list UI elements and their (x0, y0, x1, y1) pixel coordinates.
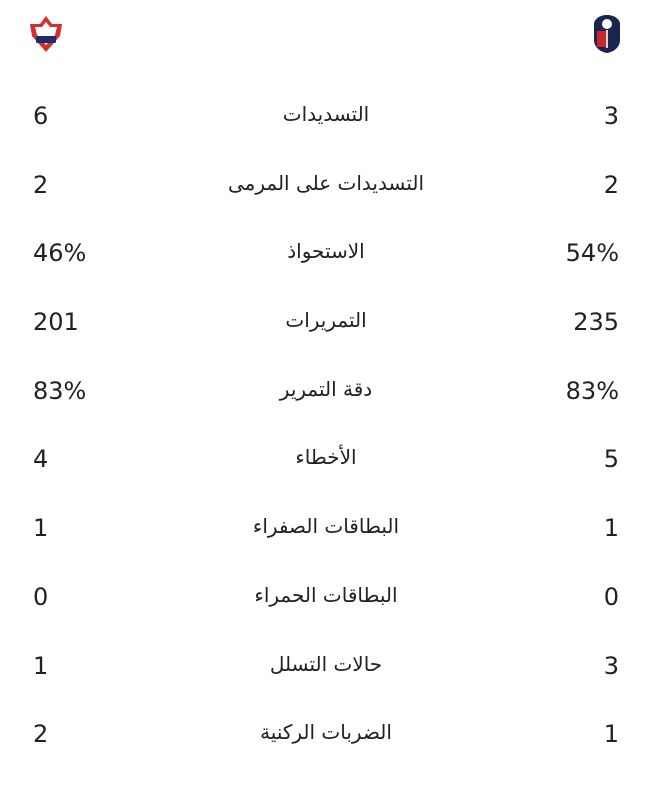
stat-label: التسديدات على المرمى (227, 170, 425, 195)
home-value: 0 (33, 582, 49, 611)
away-value: 3 (603, 651, 619, 680)
stat-row-yellow-cards (0, 494, 652, 563)
stat-row-fouls (0, 425, 652, 494)
lille-losc-crest-icon (26, 14, 66, 54)
stat-label: دقة التمرير (279, 376, 373, 401)
home-value: 2 (33, 170, 49, 199)
home-value: 1 (33, 514, 49, 543)
away-value: 3 (603, 102, 619, 130)
stat-label: حالات التسلل (269, 651, 383, 676)
stat-row-passes (0, 288, 652, 357)
bologna-fc-crest-icon (592, 14, 622, 54)
away-value: 0 (603, 582, 619, 611)
home-value: 46% (33, 239, 87, 268)
stat-row-possession (0, 219, 652, 288)
away-value: 2 (603, 170, 619, 199)
home-value: 4 (33, 445, 49, 474)
home-value: 1 (33, 651, 49, 680)
stats-table (0, 82, 652, 769)
stat-label: التسديدات (282, 102, 370, 126)
home-value: 2 (33, 720, 49, 749)
home-value: 201 (33, 308, 79, 337)
stat-row-shots-on-target (0, 151, 652, 220)
stat-row-red-cards (0, 563, 652, 632)
stat-label: الضربات الركنية (260, 720, 392, 745)
stat-label: التمريرات (285, 308, 367, 333)
stat-label: البطاقات الحمراء (254, 582, 398, 607)
home-value: 83% (33, 376, 87, 405)
stat-row-shots (0, 82, 652, 151)
stat-row-offsides (0, 632, 652, 701)
away-value: 1 (603, 514, 619, 543)
away-value: 54% (565, 239, 619, 268)
away-value: 83% (565, 376, 619, 405)
away-value: 1 (603, 720, 619, 749)
stat-label: الاستحواذ (287, 239, 365, 264)
away-value: 5 (603, 445, 619, 474)
stat-label: البطاقات الصفراء (252, 514, 400, 539)
stat-row-pass-accuracy (0, 357, 652, 426)
match-stats-header (0, 0, 652, 70)
stat-row-corners (0, 700, 652, 769)
away-value: 235 (573, 308, 619, 337)
home-value: 6 (33, 102, 49, 130)
stat-label: الأخطاء (295, 445, 357, 470)
